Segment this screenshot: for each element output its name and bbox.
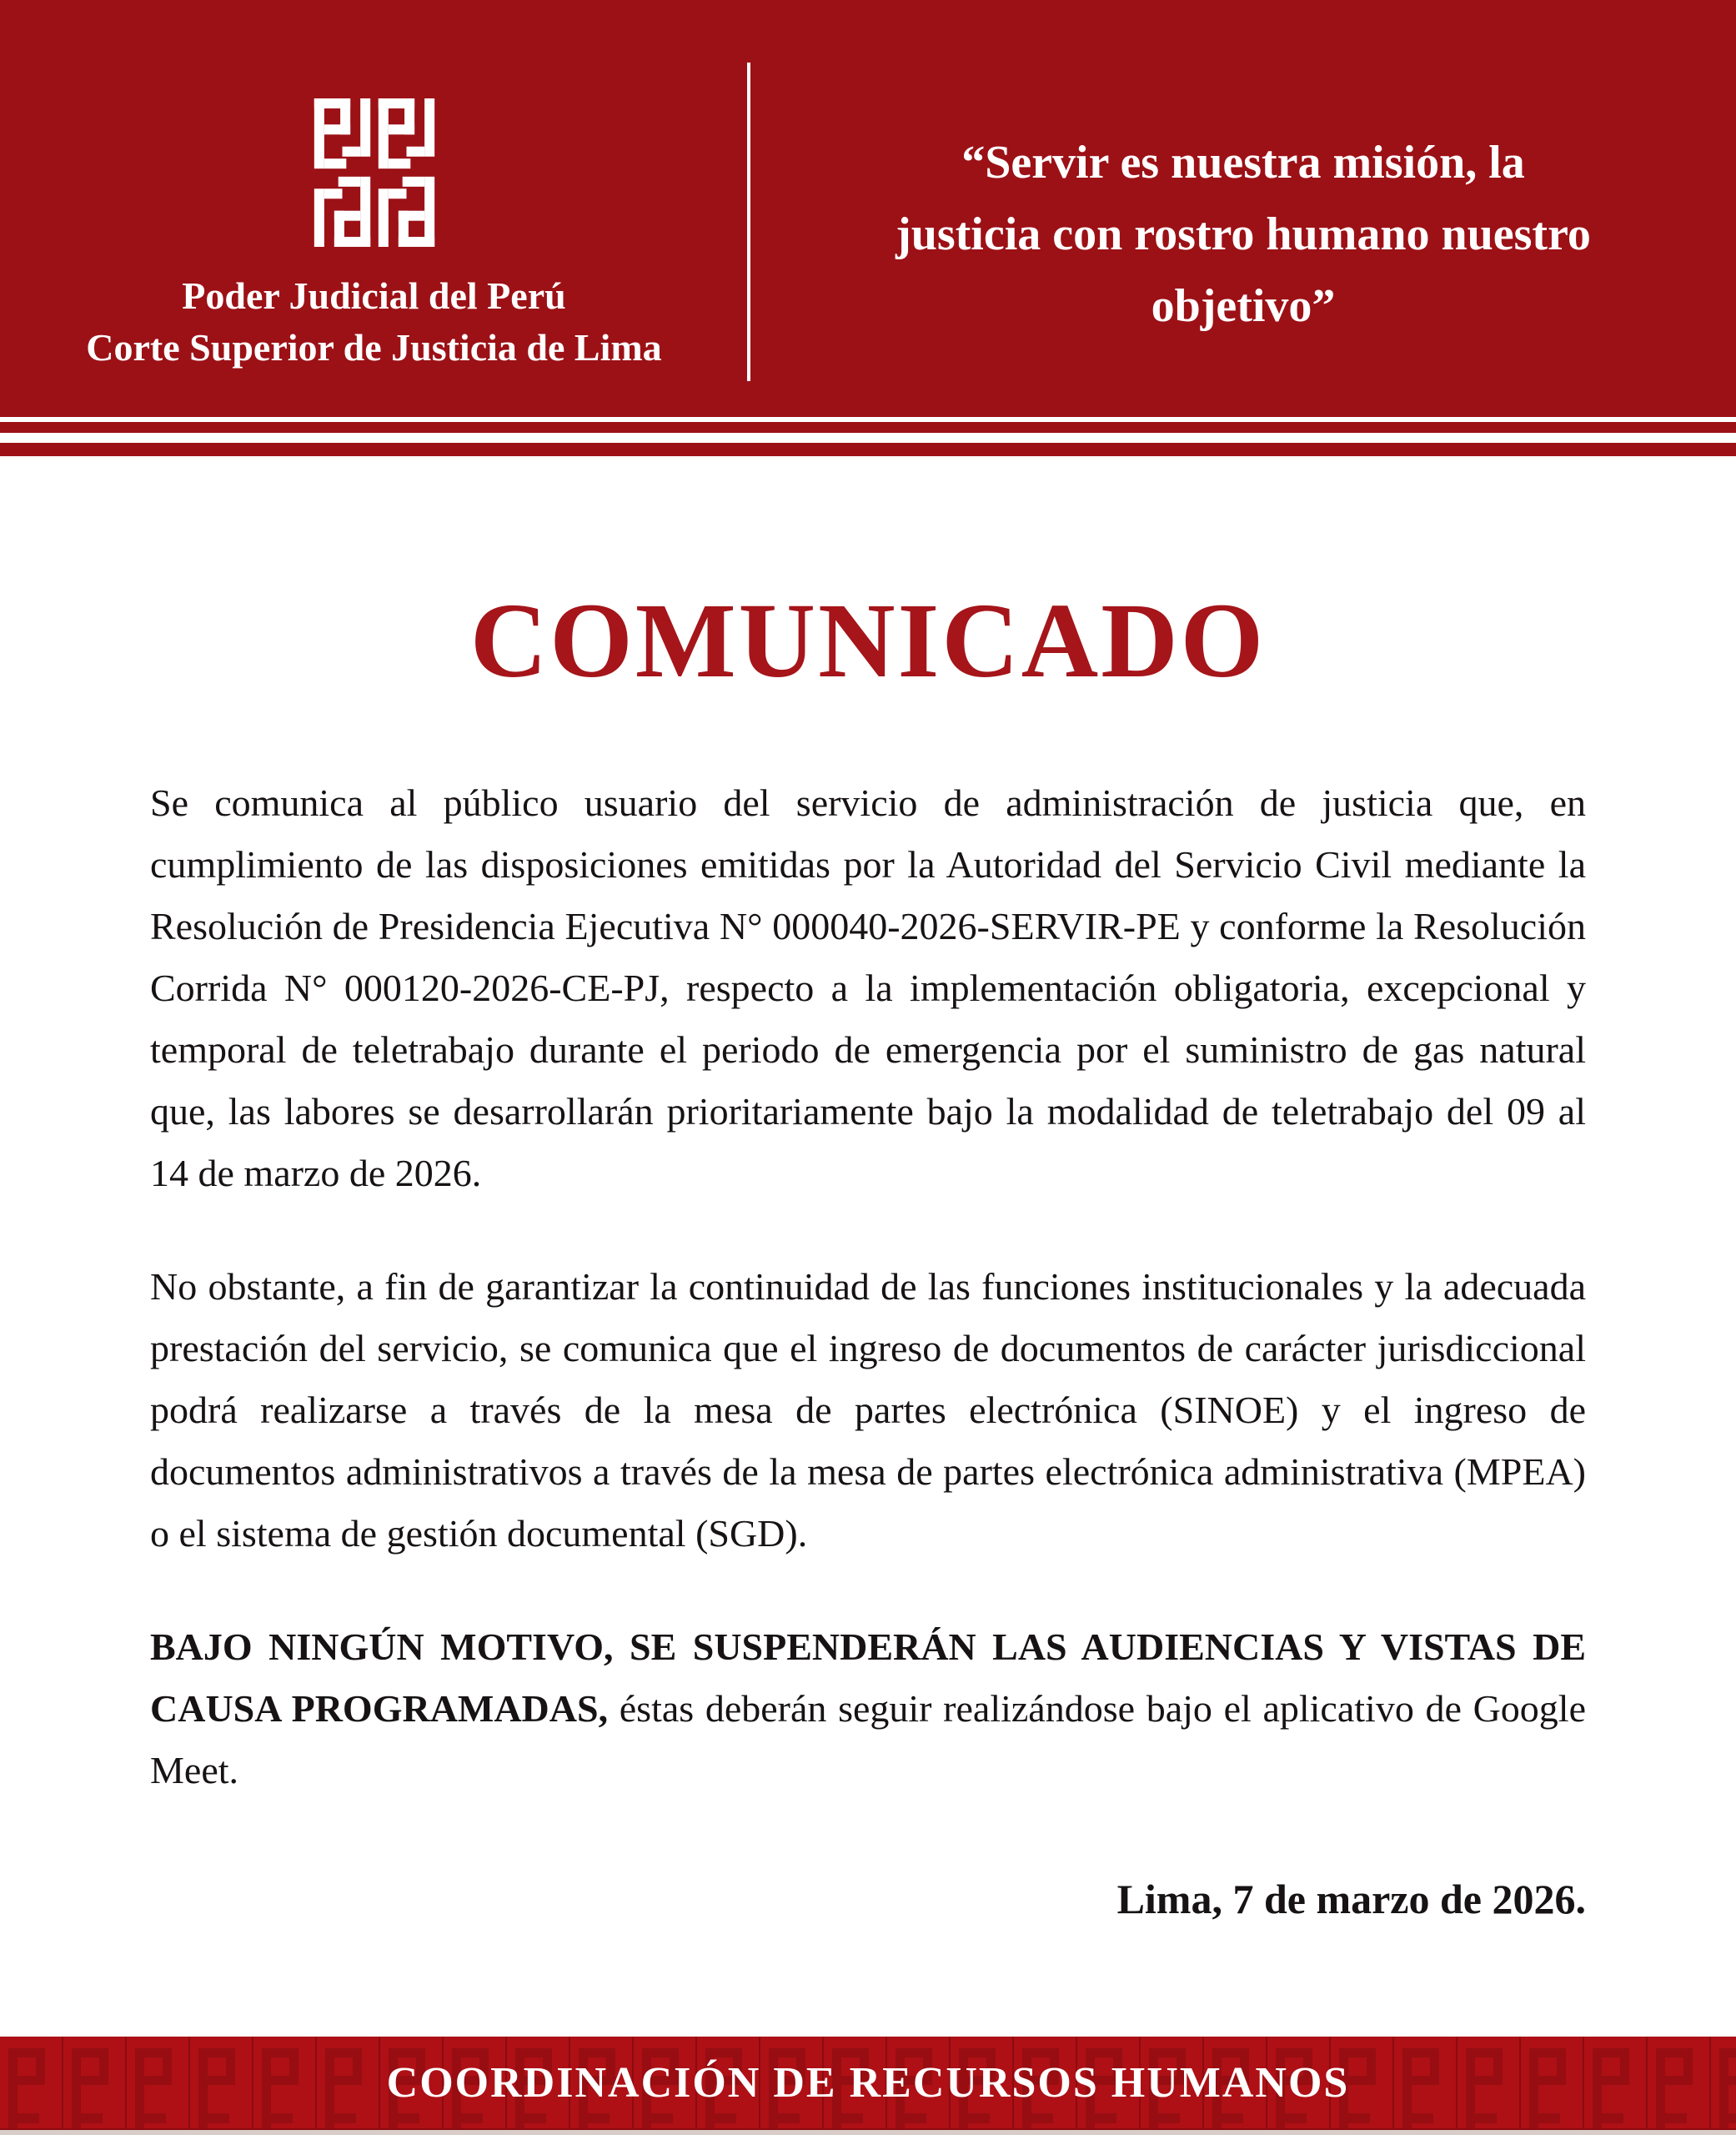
stripe-red-1 — [0, 422, 1736, 433]
stripe-gap-2 — [0, 433, 1736, 443]
org-court-line: Corte Superior de Justicia de Lima — [86, 326, 662, 369]
paragraph-audiencias — [150, 1616, 1586, 1801]
paragraph-teletrabajo — [150, 772, 1586, 1204]
footer-bottom-edge — [0, 2130, 1736, 2135]
paragraph-2-text: No obstante, a fin de garantizar la continuidad de las funciones institucionales y la adecuada prestación del servicio, se comunica que el ingreso de documentos de carácter jurisdiccional podrá realizarse a través de la mesa de partes electrónica (SINOE) y el ingreso de documentos administrativos a través de la mesa de partes electrónica administrativa (MPEA) o el sistema de gestión documental (SGD). — [150, 1265, 1586, 1555]
motto-line-3: objetivo” — [1151, 280, 1336, 332]
paragraph-3-bold: BAJO NINGÚN MOTIVO, SE SUSPENDERÁN LAS AUDIENCIAS Y VISTAS DE CAUSA PROGRAMADAS, — [150, 1625, 1586, 1730]
footer-banner — [0, 2037, 1736, 2135]
org-name-line: Poder Judicial del Perú — [182, 274, 566, 317]
institution-block — [0, 0, 748, 417]
document-body — [0, 580, 1736, 1923]
footer-title: COORDINACIÓN DE RECURSOS HUMANOS — [386, 2059, 1350, 2107]
motto-line-1: “Servir es nuestra misión, la — [961, 137, 1525, 188]
stripe-red-2 — [0, 443, 1736, 456]
page-title: COMUNICADO — [469, 581, 1267, 700]
motto-line-2: justicia con rostro humano nuestro — [896, 208, 1591, 260]
poder-judicial-logo-icon — [311, 98, 438, 247]
paragraph-mesa-de-partes — [150, 1256, 1586, 1565]
date-line: Lima, 7 de marzo de 2026. — [1116, 1876, 1586, 1922]
header-banner — [0, 0, 1736, 417]
motto-block — [750, 0, 1736, 417]
paragraph-1-text: Se comunica al público usuario del servicio de administración de justicia que, en cumplimiento de las disposiciones emitidas por la Autoridad del Servicio Civil mediante la Resolución de Presidencia Ejecutiva N° 000040-2026-SERVIR-PE y conforme la Resolución Corrida N° 000120-2026-CE-PJ, respecto a la implementación obligatoria, excepcional y temporal de teletrabajo durante el periodo de emergencia por el suministro de gas natural que, las labores se desarrollarán prioritariamente bajo la modalidad de teletrabajo del 09 al 14 de marzo de 2026. — [150, 781, 1586, 1194]
header-stripes — [0, 417, 1736, 456]
paragraph-3-text: éstas deberán seguir realizándose bajo el aplicativo de Google Meet. — [150, 1687, 1586, 1791]
